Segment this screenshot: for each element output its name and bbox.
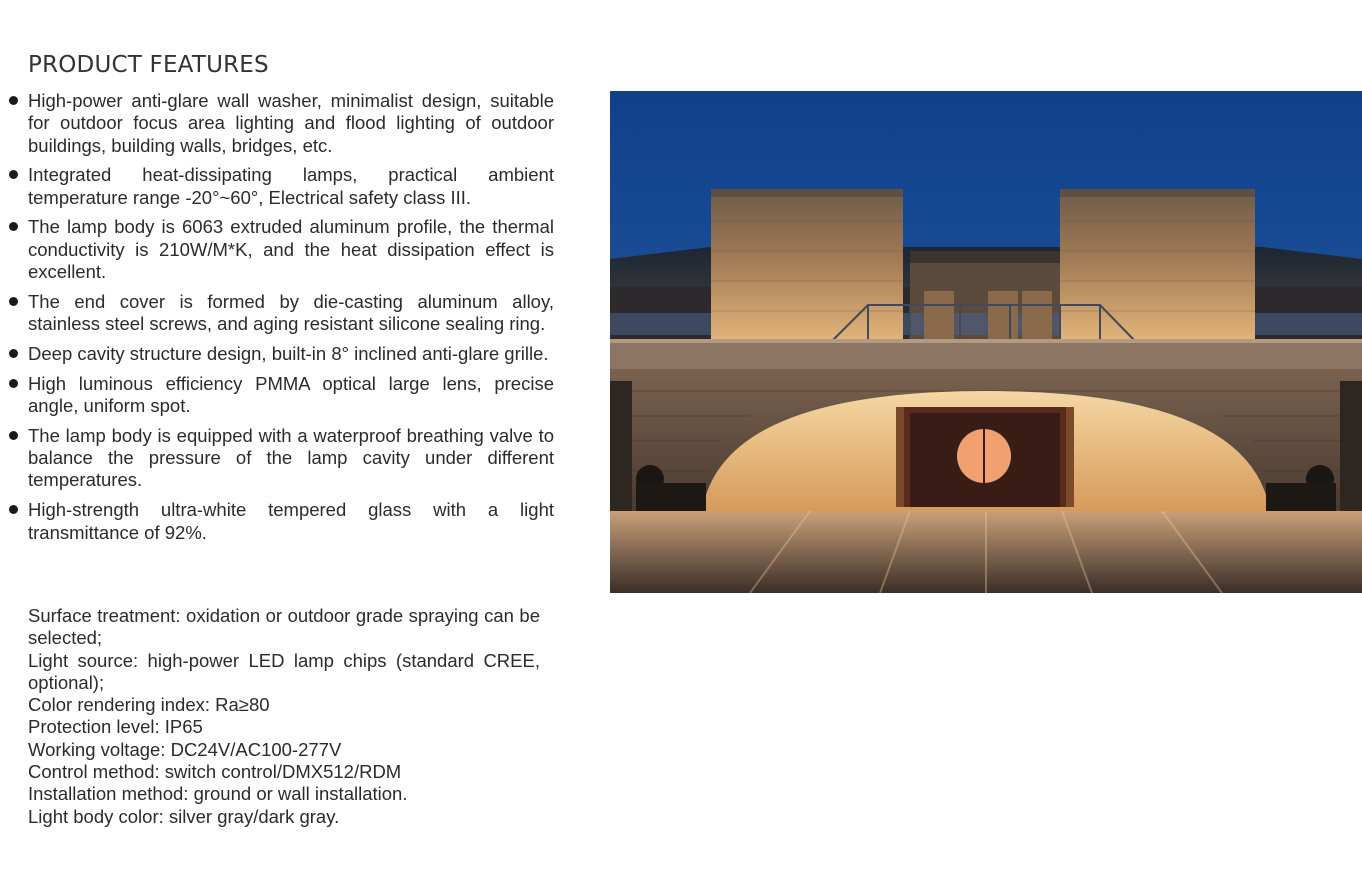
spec-item: Installation method: ground or wall installation. (28, 783, 408, 805)
feature-item: Integrated heat-dissipating lamps, practical ambient temperature range -20°~60°, Electrical safety class III. (28, 164, 554, 208)
spec-item: Working voltage: DC24V/AC100-277V (28, 738, 342, 760)
page-title: PRODUCT FEATURES (28, 52, 269, 78)
spec-item: Surface treatment: oxidation or outdoor grade spraying can be selected; (28, 605, 540, 649)
left-tower (711, 189, 903, 341)
feature-list (28, 90, 554, 551)
spec-list (28, 605, 540, 828)
right-tower (1060, 189, 1255, 341)
feature-item: The lamp body is equipped with a waterproof breathing valve to balance the pressure of the lamp cavity under different temperatures. (28, 424, 554, 491)
bridge-deck (610, 339, 1362, 369)
spec-item: Light body color: silver gray/dark gray. (28, 805, 340, 827)
feature-item: Deep cavity structure design, built-in 8° inclined anti-glare grille. (28, 343, 554, 365)
spec-item: Control method: switch control/DMX512/RDM (28, 761, 402, 783)
feature-item: The end cover is formed by die-casting aluminum alloy, stainless steel screws, and aging resistant silicone sealing ring. (28, 290, 554, 335)
feature-item: High-power anti-glare wall washer, minimalist design, suitable for outdoor focus area lighting and flood lighting of outdoor buildings, building walls, bridges, etc. (28, 90, 554, 156)
spec-item: Protection level: IP65 (28, 716, 203, 738)
feature-item: High luminous efficiency PMMA optical large lens, precise angle, uniform spot. (28, 372, 554, 417)
spec-item: Color rendering index: Ra≥80 (28, 694, 270, 716)
building-photo (610, 91, 1362, 593)
spec-item: Light source: high-power LED lamp chips (standard CREE, optional); (28, 649, 540, 693)
feature-item: High-strength ultra-white tempered glass with a light transmittance of 92%. (28, 499, 554, 543)
feature-item: The lamp body is 6063 extruded aluminum profile, the thermal conductivity is 210W/M*K, and the heat dissipation effect is excellent. (28, 216, 554, 283)
